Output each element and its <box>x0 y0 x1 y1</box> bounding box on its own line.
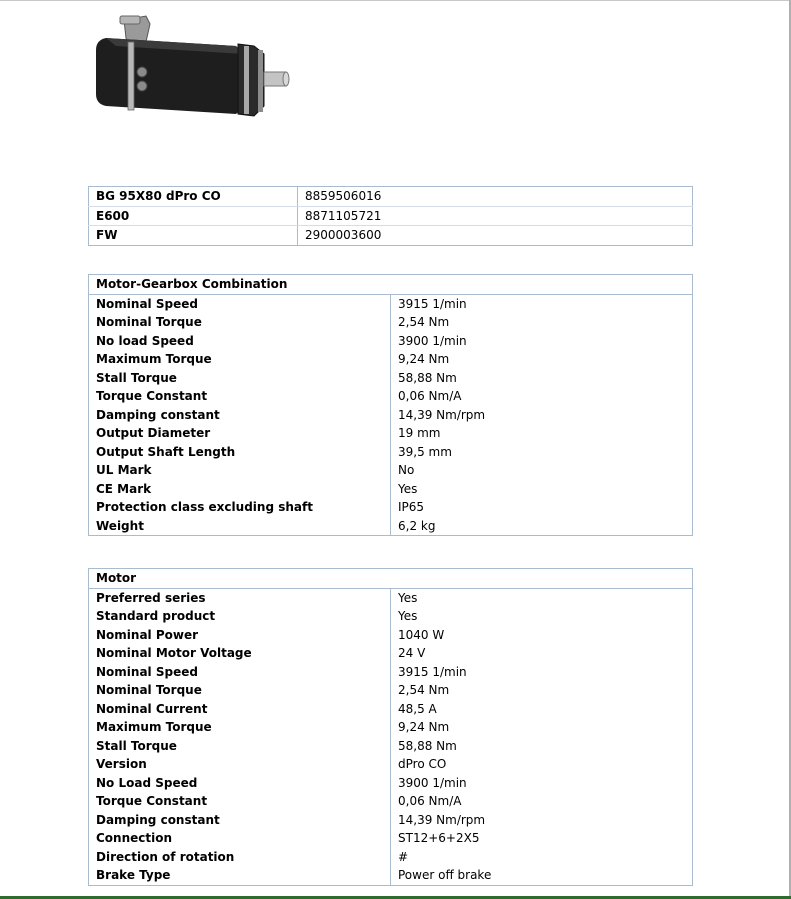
row-value: IP65 <box>391 498 693 517</box>
row-label: Output Shaft Length <box>89 443 391 462</box>
row-value: dPro CO <box>391 755 693 774</box>
row-label: E600 <box>89 206 298 226</box>
table-row <box>89 829 693 848</box>
row-label: Brake Type <box>89 866 391 885</box>
row-value: Power off brake <box>391 866 693 885</box>
row-value: 0,06 Nm/A <box>391 387 693 406</box>
section-title: Motor <box>89 569 693 589</box>
row-label: No load Speed <box>89 332 391 351</box>
table-row <box>89 811 693 830</box>
table-row <box>89 187 693 207</box>
row-label: Maximum Torque <box>89 350 391 369</box>
table-row <box>89 350 693 369</box>
table-row <box>89 866 693 885</box>
row-label: Version <box>89 755 391 774</box>
table-row <box>89 226 693 246</box>
row-label: FW <box>89 226 298 246</box>
row-label: BG 95X80 dPro CO <box>89 187 298 207</box>
row-value: 2,54 Nm <box>391 313 693 332</box>
table-row <box>89 774 693 793</box>
table-row <box>89 792 693 811</box>
table-row <box>89 369 693 388</box>
table-row <box>89 517 693 536</box>
row-label: Protection class excluding shaft <box>89 498 391 517</box>
row-label: Maximum Torque <box>89 718 391 737</box>
row-value: 9,24 Nm <box>391 350 693 369</box>
row-value: 8871105721 <box>298 206 693 226</box>
row-label: Damping constant <box>89 406 391 425</box>
row-value: 8859506016 <box>298 187 693 207</box>
row-label: Nominal Speed <box>89 663 391 682</box>
row-label: No Load Speed <box>89 774 391 793</box>
row-label: Output Diameter <box>89 424 391 443</box>
row-label: Preferred series <box>89 588 391 607</box>
row-label: Torque Constant <box>89 792 391 811</box>
row-value: 3900 1/min <box>391 774 693 793</box>
table-row <box>89 498 693 517</box>
row-value: 3915 1/min <box>391 294 693 313</box>
row-label: Weight <box>89 517 391 536</box>
row-value: 14,39 Nm/rpm <box>391 811 693 830</box>
table-row <box>89 461 693 480</box>
table-row <box>89 294 693 313</box>
table-row <box>89 626 693 645</box>
row-value: 3915 1/min <box>391 663 693 682</box>
table-row <box>89 424 693 443</box>
table-row <box>89 607 693 626</box>
row-value: # <box>391 848 693 867</box>
table-title-row <box>89 275 693 295</box>
row-value: Yes <box>391 607 693 626</box>
table-row <box>89 406 693 425</box>
row-value: 3900 1/min <box>391 332 693 351</box>
table-row <box>89 588 693 607</box>
table-row <box>89 663 693 682</box>
row-label: Direction of rotation <box>89 848 391 867</box>
row-label: Nominal Power <box>89 626 391 645</box>
table-row <box>89 848 693 867</box>
row-value: No <box>391 461 693 480</box>
product-id-table <box>88 186 693 246</box>
table-row <box>89 332 693 351</box>
row-label: Standard product <box>89 607 391 626</box>
table-row <box>89 700 693 719</box>
row-label: Damping constant <box>89 811 391 830</box>
row-value: 2,54 Nm <box>391 681 693 700</box>
row-value: 19 mm <box>391 424 693 443</box>
row-label: Nominal Torque <box>89 681 391 700</box>
table-row <box>89 737 693 756</box>
table-row <box>89 718 693 737</box>
table-title-row <box>89 569 693 589</box>
row-value: 14,39 Nm/rpm <box>391 406 693 425</box>
row-value: 9,24 Nm <box>391 718 693 737</box>
row-value: Yes <box>391 480 693 499</box>
row-value: 39,5 mm <box>391 443 693 462</box>
motor-table <box>88 568 693 886</box>
row-label: UL Mark <box>89 461 391 480</box>
motor-product-image <box>86 10 296 125</box>
table-row <box>89 313 693 332</box>
row-label: Stall Torque <box>89 369 391 388</box>
row-value: 0,06 Nm/A <box>391 792 693 811</box>
row-value: 6,2 kg <box>391 517 693 536</box>
row-label: Nominal Torque <box>89 313 391 332</box>
row-value: Yes <box>391 588 693 607</box>
table-row <box>89 387 693 406</box>
row-label: CE Mark <box>89 480 391 499</box>
row-value: 58,88 Nm <box>391 737 693 756</box>
table-row <box>89 206 693 226</box>
row-value: 58,88 Nm <box>391 369 693 388</box>
row-value: 2900003600 <box>298 226 693 246</box>
table-row <box>89 681 693 700</box>
row-label: Nominal Motor Voltage <box>89 644 391 663</box>
row-label: Stall Torque <box>89 737 391 756</box>
row-label: Connection <box>89 829 391 848</box>
row-label: Nominal Current <box>89 700 391 719</box>
row-value: 24 V <box>391 644 693 663</box>
motor-gearbox-table <box>88 274 693 536</box>
row-value: 48,5 A <box>391 700 693 719</box>
table-row <box>89 644 693 663</box>
table-row <box>89 755 693 774</box>
table-row <box>89 480 693 499</box>
row-value: ST12+6+2X5 <box>391 829 693 848</box>
row-label: Torque Constant <box>89 387 391 406</box>
page-top-border <box>0 0 791 1</box>
table-row <box>89 443 693 462</box>
section-title: Motor-Gearbox Combination <box>89 275 693 295</box>
row-value: 1040 W <box>391 626 693 645</box>
row-label: Nominal Speed <box>89 294 391 313</box>
